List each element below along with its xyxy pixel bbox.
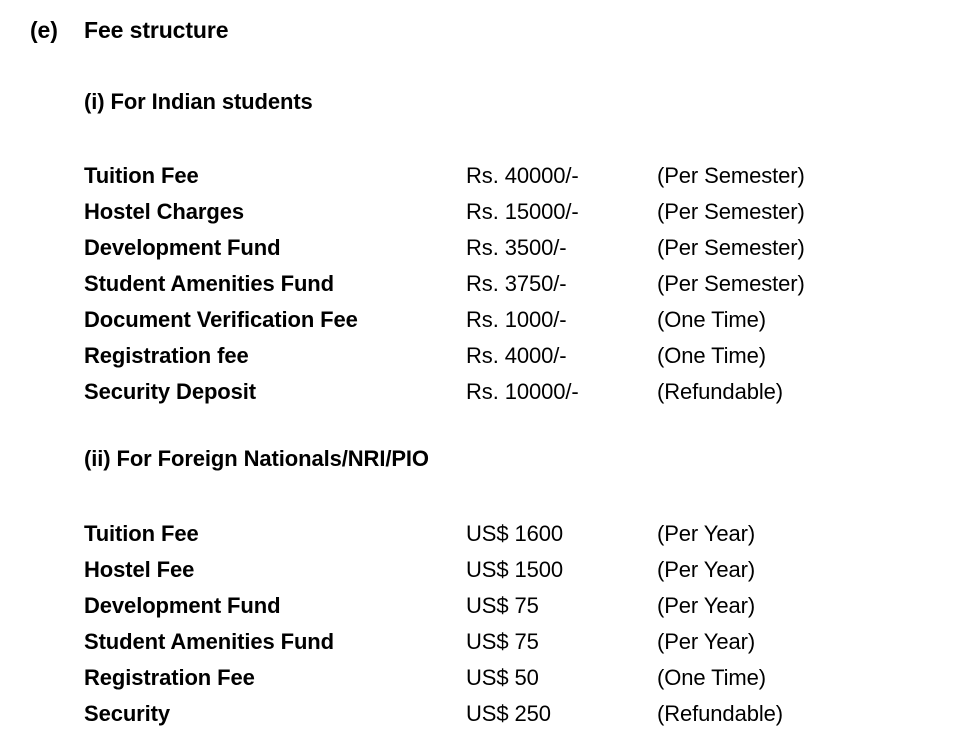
fee-label: Registration fee — [84, 343, 249, 368]
fee-row — [84, 302, 924, 338]
fee-table-indian-students — [84, 158, 924, 410]
fee-label: Security Deposit — [84, 379, 257, 404]
fee-row — [84, 230, 924, 266]
fee-amount: Rs. 15000/- — [466, 199, 579, 224]
fee-note: (One Time) — [657, 307, 767, 332]
fee-row — [84, 266, 924, 302]
fee-row — [84, 660, 924, 696]
fee-label: Development Fund — [84, 593, 281, 618]
fee-row — [84, 194, 924, 230]
fee-note: (One Time) — [657, 343, 767, 368]
fee-row — [84, 696, 924, 732]
fee-amount: US$ 75 — [466, 629, 539, 654]
fee-amount: Rs. 4000/- — [466, 343, 567, 368]
fee-note: (Per Year) — [657, 521, 756, 546]
fee-amount: US$ 75 — [466, 593, 539, 618]
fee-row — [84, 588, 924, 624]
subsection-heading-foreign-nationals: (ii) For Foreign Nationals/NRI/PIO — [84, 446, 429, 471]
fee-table-foreign-nationals — [84, 516, 924, 732]
fee-label: Student Amenities Fund — [84, 629, 334, 654]
fee-table-body — [84, 516, 924, 732]
fee-note: (Per Year) — [657, 593, 756, 618]
fee-amount: Rs. 10000/- — [466, 379, 579, 404]
fee-amount: Rs. 3500/- — [466, 235, 567, 260]
fee-note: (Per Semester) — [657, 235, 805, 260]
fee-note: (Per Semester) — [657, 199, 805, 224]
fee-label: Registration Fee — [84, 665, 255, 690]
section-marker: (e) — [30, 17, 58, 43]
fee-row — [84, 516, 924, 552]
fee-label: Tuition Fee — [84, 521, 199, 546]
fee-amount: US$ 250 — [466, 701, 551, 726]
section-heading — [30, 17, 228, 44]
fee-note: (Per Year) — [657, 629, 756, 654]
fee-row — [84, 552, 924, 588]
fee-label: Hostel Charges — [84, 199, 244, 224]
fee-row — [84, 624, 924, 660]
fee-label: Document Verification Fee — [84, 307, 358, 332]
fee-label: Security — [84, 701, 171, 726]
fee-amount: US$ 1600 — [466, 521, 564, 546]
fee-amount: Rs. 1000/- — [466, 307, 567, 332]
fee-note: (Per Year) — [657, 557, 756, 582]
fee-amount: US$ 50 — [466, 665, 539, 690]
fee-amount: US$ 1500 — [466, 557, 564, 582]
fee-label: Tuition Fee — [84, 163, 199, 188]
fee-row — [84, 374, 924, 410]
fee-row — [84, 338, 924, 374]
fee-note: (Refundable) — [657, 379, 783, 404]
fee-amount: Rs. 3750/- — [466, 271, 567, 296]
section-title: Fee structure — [84, 17, 229, 43]
fee-label: Student Amenities Fund — [84, 271, 334, 296]
fee-note: (Per Semester) — [657, 163, 805, 188]
fee-note: (Refundable) — [657, 701, 783, 726]
fee-label: Hostel Fee — [84, 557, 195, 582]
fee-amount: Rs. 40000/- — [466, 163, 579, 188]
subsection-heading-indian-students: (i) For Indian students — [84, 89, 313, 114]
fee-table-body — [84, 158, 924, 410]
fee-label: Development Fund — [84, 235, 281, 260]
fee-note: (One Time) — [657, 665, 767, 690]
fee-row — [84, 158, 924, 194]
fee-note: (Per Semester) — [657, 271, 805, 296]
